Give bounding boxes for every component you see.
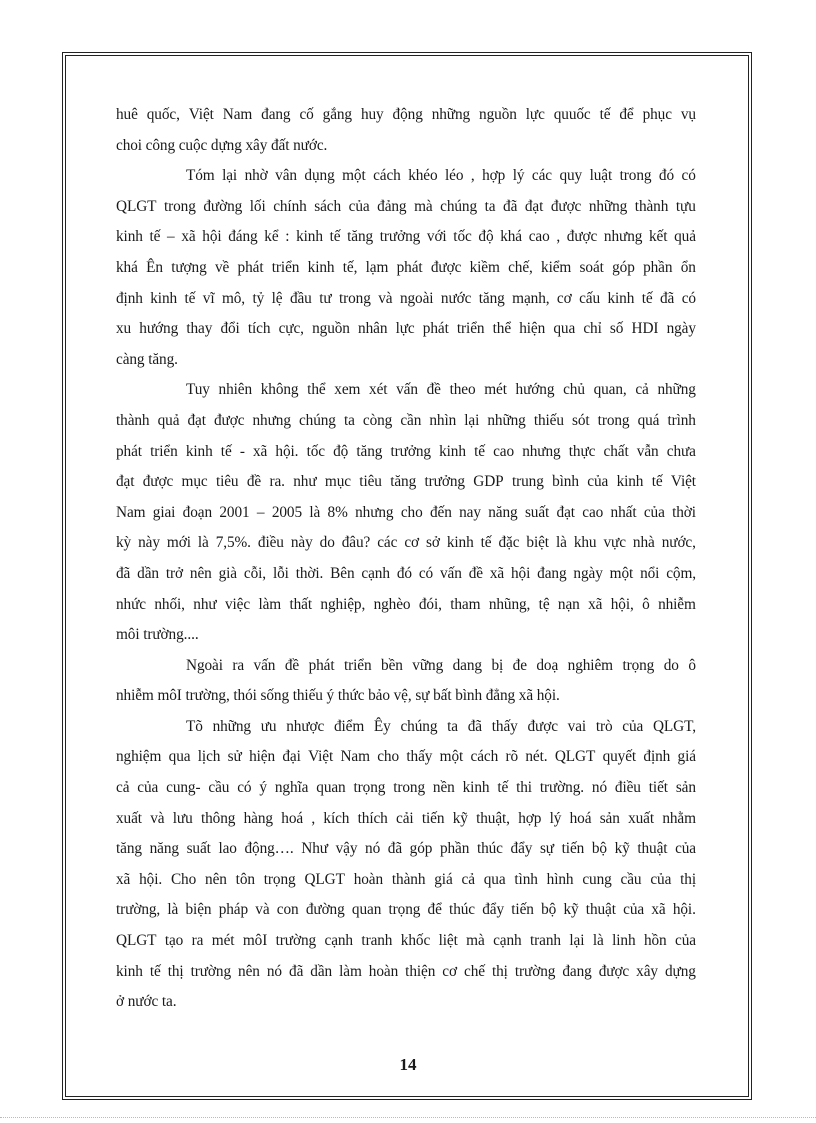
text-line: phát triển kinh tế - xã hội. tốc độ tăng trưởng kinh tế cao nhưng thực chất vẫn chưa (116, 442, 696, 460)
text-line: nghiệm qua lịch sử hiện đại Việt Nam cho thấy một cách rõ nét. QLGT quyết định giá (116, 748, 696, 766)
paragraph (116, 651, 696, 712)
text-line: đã dần trở nên già cỗi, lỗi thời. Bên cạnh đó có vấn đề xã hội đang ngày một nổi cộm, (116, 564, 696, 582)
text-line: thành quả đạt được nhưng chúng ta còng cần nhìn lại những thiếu sót trong quá trình (116, 411, 696, 429)
text-line: Tuy nhiên không thể xem xét vấn đề theo mét hướng chủ quan, cả những (186, 381, 696, 399)
text-line: QLGT tạo ra mét môI trường cạnh tranh khốc liệt mà cạnh tranh lại là linh hồn của (116, 932, 696, 950)
text-line: nhức nhối, như việc làm thất nghiệp, nghèo đói, tham nhũng, tệ nạn xã hội, ô nhiễm (116, 595, 696, 613)
text-line: QLGT trong đường lối chính sách của đảng mà chúng ta đã đạt được những thành tựu (116, 197, 696, 215)
text-line: xuất và lưu thông hàng hoá , kích thích cải tiến kỹ thuật, hợp lý hoá sản xuất nhằm (116, 809, 696, 827)
text-line: cả của cung- cầu có ý nghĩa quan trọng trong nền kinh tế thi trường. nó điều tiết sản (116, 779, 696, 797)
text-line: huê quốc, Việt Nam đang cố gắng huy động những nguồn lực quuốc tế để phục vụ (116, 106, 696, 123)
text-line: nhiễm môI trường, thói sống thiếu ý thức bảo vệ, sự bất bình đẳng xã hội. (116, 687, 560, 705)
paragraph (116, 161, 696, 375)
text-line: kinh tế thị trường nên nó đã dần làm hoàn thiện cơ chế thị trường đang được xây dựng (116, 962, 696, 980)
text-line: ở nước ta. (116, 993, 177, 1011)
text-line: Tóm lại nhờ vân dụng một cách khéo léo , hợp lý các quy luật trong đó có (186, 167, 696, 185)
text-line: Nam giai đoạn 2001 – 2005 là 8% nhưng cho đến nay năng suất đạt cao nhất của thời (116, 503, 696, 521)
text-line: kinh tế – xã hội đáng kể : kinh tế tăng trưởng với tốc độ khá cao , được nhưng kết quả (116, 228, 696, 246)
page-divider (0, 1117, 816, 1118)
text-line: càng tăng. (116, 350, 178, 368)
paragraph (116, 375, 696, 650)
paragraph (116, 712, 696, 1018)
text-line: tăng năng suất lao động…. Như vậy nó đã góp phần thúc đẩy sự tiến bộ kỹ thuật của (116, 840, 696, 858)
text-line: môi trường.... (116, 626, 199, 644)
text-line: định kinh tế vĩ mô, tỷ lệ đầu tư trong và ngoài nước tăng mạnh, cơ cấu kinh tế đã có (116, 289, 696, 307)
text-line: Ngoài ra vấn đề phát triển bền vững dang bị đe doạ nghiêm trọng do ô (186, 656, 696, 674)
text-line: choi công cuộc dựng xây đất nước. (116, 136, 328, 154)
text-line: khá Ên tượng về phát triển kinh tế, lạm phát được kiềm chế, kiểm soát góp phần ổn (116, 258, 696, 276)
text-line: Tõ những ưu nhược điểm Êy chúng ta đã thấy được vai trò của QLGT, (186, 717, 696, 735)
text-line: xu hướng thay đổi tích cực, nguồn nhân lực phát triển thể hiện qua chỉ số HDI ngày (116, 320, 696, 338)
paragraph (116, 100, 696, 161)
text-line: xã hội. Cho nên tôn trọng QLGT hoàn thành giá cả qua tình hình cung cầu của thị (116, 870, 696, 888)
page-number: 14 (399, 1055, 417, 1074)
document-body (116, 100, 696, 1018)
text-line: đạt được mục tiêu đề ra. như mục tiêu tăng trưởng GDP trung bình của kinh tế Việt (116, 473, 696, 491)
text-line: kỳ này mới là 7,5%. điều này do đâu? các cơ sở kinh tế đặc biệt là khu vực nhà nước, (116, 534, 696, 552)
text-line: trường, là biện pháp và con đường quan trọng để thúc đẩy tiến bộ kỹ thuật của xã hội. (116, 901, 696, 919)
